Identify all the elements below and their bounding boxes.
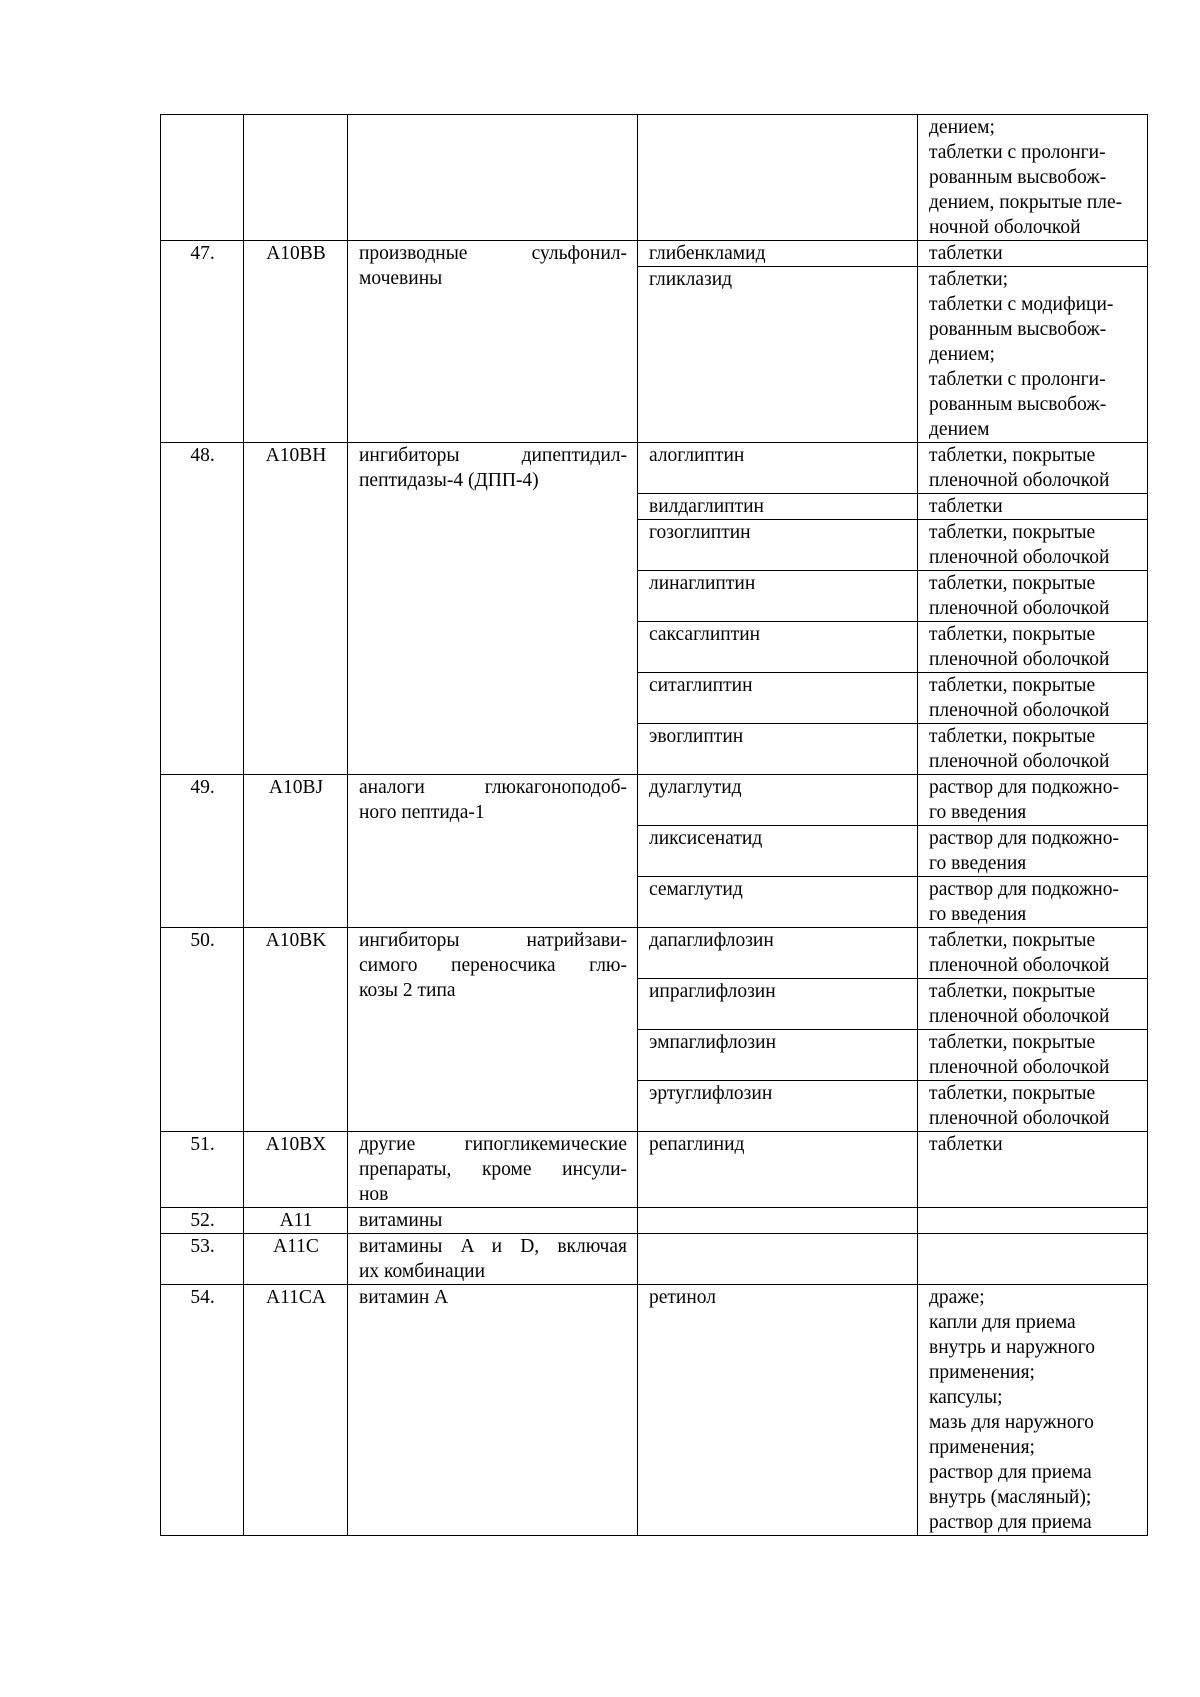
drug-name <box>638 1208 918 1234</box>
dosage-form-line: мазь для наружного <box>929 1412 1094 1433</box>
row-number: 53. <box>161 1234 244 1285</box>
dosage-forms <box>918 1081 1148 1132</box>
group-text-line: ингибиторы натрийзави- <box>359 930 627 951</box>
drug-name: репаглинид <box>638 1132 918 1208</box>
dosage-form-line: го введения <box>929 802 1027 823</box>
drug-name: ипраглифлозин <box>638 979 918 1030</box>
table-row <box>161 1285 1148 1536</box>
dosage-form-line: раствор для приема <box>929 1512 1092 1533</box>
group-text-line: мочевины <box>359 268 443 289</box>
dosage-form-line: таблетки с пролонги- <box>929 142 1106 163</box>
drug-name: ситаглиптин <box>638 673 918 724</box>
dosage-forms <box>918 267 1148 443</box>
dosage-form-line: капли для приема <box>929 1312 1076 1333</box>
drug-name: алоглиптин <box>638 443 918 494</box>
dosage-form-line: таблетки, покрытые <box>929 522 1096 543</box>
anatomical-therapeutic-group <box>348 241 638 443</box>
atc-code: A10BH <box>244 443 348 775</box>
dosage-form-line: внутрь (масляный); <box>929 1487 1092 1508</box>
drug-name: гликлазид <box>638 267 918 443</box>
atc-code: A10BJ <box>244 775 348 928</box>
dosage-form-line: применения; <box>929 1362 1035 1383</box>
dosage-form-line: дением <box>929 419 990 440</box>
anatomical-therapeutic-group <box>348 775 638 928</box>
group-text-line: препараты, кроме инсули- <box>359 1159 627 1180</box>
drug-name: дапаглифлозин <box>638 928 918 979</box>
group-text-line: витамины <box>359 1210 443 1231</box>
dosage-form-line: таблетки, покрытые <box>929 726 1096 747</box>
dosage-forms <box>918 877 1148 928</box>
dosage-form-line: раствор для подкожно- <box>929 777 1119 798</box>
dosage-form-line: пленочной оболочкой <box>929 955 1110 976</box>
dosage-forms <box>918 494 1148 520</box>
table-row <box>161 1132 1148 1208</box>
dosage-form-line: таблетки с модифици- <box>929 294 1114 315</box>
atc-code: A10BX <box>244 1132 348 1208</box>
atc-code: A10BB <box>244 241 348 443</box>
dosage-form-line: таблетки <box>929 496 1003 517</box>
dosage-form-line: рованным высвобож- <box>929 167 1107 188</box>
dosage-form-line: пленочной оболочкой <box>929 1108 1110 1129</box>
drug-name: эвоглиптин <box>638 724 918 775</box>
dosage-form-line: таблетки, покрытые <box>929 1032 1096 1053</box>
atc-code: A11C <box>244 1234 348 1285</box>
dosage-forms <box>918 622 1148 673</box>
dosage-form-line: пленочной оболочкой <box>929 700 1110 721</box>
group-text-line: симого переносчика глю- <box>359 955 627 976</box>
anatomical-therapeutic-group <box>348 1285 638 1536</box>
dosage-form-line: таблетки; <box>929 269 1009 290</box>
dosage-form-line: таблетки с пролонги- <box>929 369 1106 390</box>
drug-name: глибенкламид <box>638 241 918 267</box>
drug-name: эмпаглифлозин <box>638 1030 918 1081</box>
dosage-form-line: таблетки, покрытые <box>929 624 1096 645</box>
group-text-line: ного пептида-1 <box>359 802 485 823</box>
dosage-form-line: таблетки, покрытые <box>929 675 1096 696</box>
dosage-form-line: пленочной оболочкой <box>929 1006 1110 1027</box>
dosage-form-line: рованным высвобож- <box>929 319 1107 340</box>
drug-name: линаглиптин <box>638 571 918 622</box>
table-row <box>161 1208 1148 1234</box>
dosage-form-line: го введения <box>929 853 1027 874</box>
dosage-form-line: пленочной оболочкой <box>929 470 1110 491</box>
row-number: 54. <box>161 1285 244 1536</box>
dosage-form-line: дением, покрытые пле- <box>929 192 1123 213</box>
dosage-forms <box>918 571 1148 622</box>
anatomical-therapeutic-group <box>348 928 638 1132</box>
group-text-line: витамин A <box>359 1287 449 1308</box>
dosage-form-line: пленочной оболочкой <box>929 1057 1110 1078</box>
dosage-form-line: капсулы; <box>929 1387 1003 1408</box>
drug-name: ликсисенатид <box>638 826 918 877</box>
medication-table <box>160 114 1148 1536</box>
atc-code <box>244 115 348 241</box>
dosage-form-line: ночной оболочкой <box>929 217 1081 238</box>
group-text-line: аналоги глюкагоноподоб- <box>359 777 627 798</box>
table-row <box>161 775 1148 826</box>
anatomical-therapeutic-group <box>348 1234 638 1285</box>
dosage-forms <box>918 115 1148 241</box>
dosage-forms <box>918 1030 1148 1081</box>
row-number: 48. <box>161 443 244 775</box>
dosage-forms <box>918 520 1148 571</box>
medication-table-body <box>161 115 1148 1536</box>
dosage-forms <box>918 673 1148 724</box>
dosage-forms <box>918 979 1148 1030</box>
dosage-forms <box>918 928 1148 979</box>
drug-name: вилдаглиптин <box>638 494 918 520</box>
group-text-line: нов <box>359 1184 389 1205</box>
drug-name: эртуглифлозин <box>638 1081 918 1132</box>
table-row <box>161 115 1148 241</box>
drug-name <box>638 1234 918 1285</box>
dosage-form-line: дением; <box>929 344 995 365</box>
dosage-form-line: раствор для подкожно- <box>929 828 1119 849</box>
dosage-form-line: применения; <box>929 1437 1035 1458</box>
dosage-forms <box>918 1132 1148 1208</box>
group-text-line: козы 2 типа <box>359 980 456 1001</box>
group-text-line: другие гипогликемические <box>359 1134 627 1155</box>
dosage-form-line: рованным высвобож- <box>929 394 1107 415</box>
anatomical-therapeutic-group <box>348 443 638 775</box>
dosage-form-line: драже; <box>929 1287 985 1308</box>
dosage-forms <box>918 1234 1148 1285</box>
drug-name: гозоглиптин <box>638 520 918 571</box>
atc-code: A11CA <box>244 1285 348 1536</box>
dosage-form-line: таблетки <box>929 1134 1003 1155</box>
drug-name: семаглутид <box>638 877 918 928</box>
anatomical-therapeutic-group <box>348 115 638 241</box>
drug-name: саксаглиптин <box>638 622 918 673</box>
dosage-form-line: пленочной оболочкой <box>929 598 1110 619</box>
group-text-line: витамины A и D, включая <box>359 1236 627 1257</box>
dosage-form-line: раствор для подкожно- <box>929 879 1119 900</box>
row-number: 50. <box>161 928 244 1132</box>
dosage-forms <box>918 826 1148 877</box>
dosage-form-line: таблетки <box>929 243 1003 264</box>
row-number <box>161 115 244 241</box>
table-row <box>161 928 1148 979</box>
group-text-line: производные сульфонил- <box>359 243 627 264</box>
dosage-form-line: внутрь и наружного <box>929 1337 1095 1358</box>
dosage-forms <box>918 1208 1148 1234</box>
atc-code: A11 <box>244 1208 348 1234</box>
dosage-form-line: таблетки, покрытые <box>929 1083 1096 1104</box>
row-number: 52. <box>161 1208 244 1234</box>
dosage-form-line: го введения <box>929 904 1027 925</box>
table-row <box>161 443 1148 494</box>
dosage-form-line: пленочной оболочкой <box>929 751 1110 772</box>
dosage-forms <box>918 241 1148 267</box>
dosage-form-line: дением; <box>929 117 995 138</box>
table-row <box>161 241 1148 267</box>
dosage-form-line: пленочной оболочкой <box>929 547 1110 568</box>
drug-name <box>638 115 918 241</box>
dosage-form-line: таблетки, покрытые <box>929 981 1096 1002</box>
dosage-form-line: таблетки, покрытые <box>929 930 1096 951</box>
anatomical-therapeutic-group <box>348 1132 638 1208</box>
atc-code: A10BK <box>244 928 348 1132</box>
dosage-forms <box>918 1285 1148 1536</box>
dosage-forms <box>918 443 1148 494</box>
drug-name: дулаглутид <box>638 775 918 826</box>
dosage-forms <box>918 775 1148 826</box>
table-row <box>161 1234 1148 1285</box>
group-text-line: их комбинации <box>359 1261 486 1282</box>
group-text-line: ингибиторы дипептидил- <box>359 445 627 466</box>
row-number: 49. <box>161 775 244 928</box>
dosage-form-line: таблетки, покрытые <box>929 445 1096 466</box>
drug-name: ретинол <box>638 1285 918 1536</box>
dosage-form-line: пленочной оболочкой <box>929 649 1110 670</box>
dosage-form-line: таблетки, покрытые <box>929 573 1096 594</box>
group-text-line: пептидазы-4 (ДПП-4) <box>359 470 539 491</box>
dosage-forms <box>918 724 1148 775</box>
row-number: 51. <box>161 1132 244 1208</box>
anatomical-therapeutic-group <box>348 1208 638 1234</box>
row-number: 47. <box>161 241 244 443</box>
dosage-form-line: раствор для приема <box>929 1462 1092 1483</box>
